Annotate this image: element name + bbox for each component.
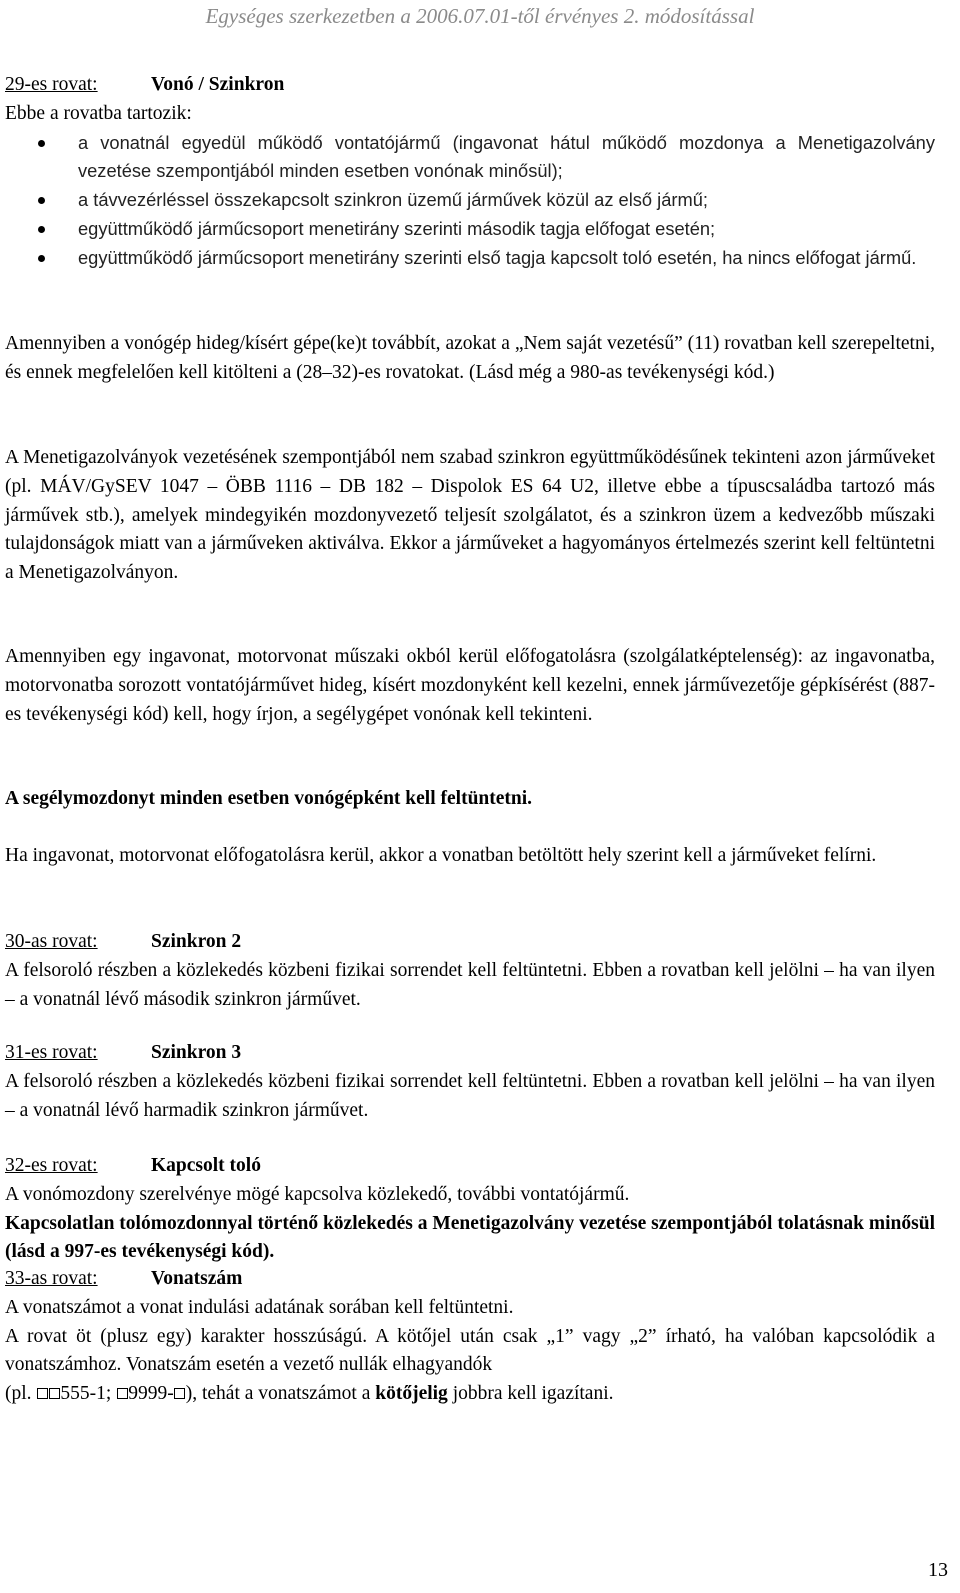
- list-item: a távvezérléssel összekapcsolt szinkron üzemű járművek közül az első jármű;: [5, 186, 935, 215]
- empty-box-icon: [37, 1388, 48, 1399]
- rovat-33-heading: [5, 1265, 935, 1294]
- rovat-30-text: A felsoroló részben a közlekedés közbeni fizikai sorrendet kell feltüntetni. Ebben a rovatban kell jelölni – ha van ilyen – a vonatnál lévő második szinkron járművet.: [5, 959, 935, 1010]
- rovat-31-heading: [5, 1039, 935, 1068]
- rovat-29-label: 29-es rovat:: [5, 74, 98, 95]
- rovat-29-paragraph-3: Amennyiben egy ingavonat, motorvonat műszaki okból kerül előfogatolásra (szolgálatképtelenség): az ingavonatba, motorvonatba sorozott vontatójárművet hideg, kísért mozdonyként kell kezelni, ennek járművezetője gépkísérést (887-es tevékenységi kód) kell, hogy írjon, a segélygépet vonónak kell tekinteni.: [5, 646, 935, 725]
- page-number: 13: [928, 1559, 948, 1581]
- list-item: együttműködő járműcsoport menetirány szerinti első tagja kapcsolt toló esetén, ha nincs előfogat jármű.: [5, 244, 935, 273]
- rovat-32-text: A vonómozdony szerelvénye mögé kapcsolva közlekedő, további vontatójármű.: [5, 1183, 630, 1205]
- rovat-30-label: 30-as rovat:: [5, 931, 98, 952]
- rovat-33-line-2: A rovat öt (plusz egy) karakter hosszúságú. A kötőjel után csak „1” vagy „2” írható, ha valóban kapcsolódik a vonatszámhoz. Vonatszám esetén a vezető nullák elhagyandók: [5, 1325, 935, 1376]
- rovat-32-title: Kapcsolt toló: [151, 1155, 261, 1176]
- rovat-29-heading: [5, 71, 935, 100]
- rovat-33-line-1: A vonatszámot a vonat indulási adatának sorában kell feltüntetni.: [5, 1296, 514, 1318]
- rovat-29-paragraph-4: A segélymozdonyt minden esetben vonógépként kell feltüntetni.: [5, 788, 533, 809]
- rovat-30-title: Szinkron 2: [151, 931, 242, 952]
- rovat-29-bullet-list: [5, 129, 935, 273]
- rovat-33-title: Vonatszám: [151, 1268, 243, 1289]
- empty-box-icon: [49, 1388, 60, 1399]
- list-item: együttműködő járműcsoport menetirány szerinti második tagja előfogat esetén;: [5, 215, 935, 244]
- empty-box-icon: [174, 1388, 185, 1399]
- list-item: a vonatnál egyedül működő vontatójármű (ingavonat hátul működő mozdonya a Menetigazolvány vezetése szempontjából minden esetben vonónak minősül);: [5, 129, 935, 187]
- rovat-33-line-3: (pl. 555-1; 9999- ), tehát a vonatszámot a kötőjelig jobbra kell igazítani.: [5, 1383, 614, 1405]
- rovat-30-heading: [5, 928, 935, 957]
- bullet-icon: [38, 197, 45, 204]
- rovat-30-section: [5, 928, 935, 1014]
- rovat-32-heading: [5, 1152, 935, 1181]
- running-header: Egységes szerkezetben a 2006.07.01-től érvényes 2. módosítással: [205, 4, 755, 28]
- rovat-29-paragraph-1: Amennyiben a vonógép hideg/kísért gépe(ke)t továbbít, azokat a „Nem saját vezetésű” (11) rovatban kell szerepeltetni, és ennek megfelelően kell kitölteni a (28–32)-es rovatokat. (Lásd még a 980-as tevékenységi kód.): [5, 333, 935, 383]
- rovat-29-paragraph-5: Ha ingavonat, motorvonat előfogatolásra kerül, akkor a vonatban betöltött hely szerint kell a járműveket felírni.: [5, 845, 877, 866]
- bullet-icon: [38, 226, 45, 233]
- rovat-29-title: Vonó / Szinkron: [151, 74, 285, 95]
- empty-box-icon: [117, 1388, 128, 1399]
- rovat-29-section: [5, 71, 935, 273]
- bullet-icon: [38, 255, 45, 262]
- rovat-31-title: Szinkron 3: [151, 1042, 242, 1063]
- rovat-33-section: [5, 1265, 935, 1409]
- rovat-32-label: 32-es rovat:: [5, 1155, 98, 1176]
- rovat-31-text: A felsoroló részben a közlekedés közbeni fizikai sorrendet kell feltüntetni. Ebben a rovatban kell jelölni – ha van ilyen – a vonatnál lévő harmadik szinkron járművet.: [5, 1070, 935, 1121]
- rovat-32-section: [5, 1152, 935, 1267]
- rovat-31-section: [5, 1039, 935, 1125]
- rovat-31-label: 31-es rovat:: [5, 1042, 98, 1063]
- bullet-icon: [38, 140, 45, 147]
- rovat-33-label: 33-as rovat:: [5, 1268, 98, 1289]
- rovat-32-bold-text: Kapcsolatlan tolómozdonnyal történő közlekedés a Menetigazolvány vezetése szempontjából tolatásnak minősül (lásd a 997-es tevékenységi kód).: [5, 1212, 935, 1263]
- rovat-29-intro: Ebbe a rovatba tartozik:: [5, 102, 192, 124]
- rovat-29-paragraph-2: A Menetigazolványok vezetésének szempontjából nem szabad szinkron együttműködésűnek tekinteni azon járműveket (pl. MÁV/GySEV 1047 – ÖBB 1116 – DB 182 – Dispolok ES 64 U2, illetve ebbe a típuscsaládba tartozó más járművek stb.), amelyek mindegyikén mozdonyvezető teljesít szolgálatot, és a szinkron üzem a kedvezőbb műszaki tulajdonságok miatt van a járműveken aktiválva. Ekkor a járműveket a hagyományos értelmezés szerint kell feltüntetni a Menetigazolványon.: [5, 447, 935, 584]
